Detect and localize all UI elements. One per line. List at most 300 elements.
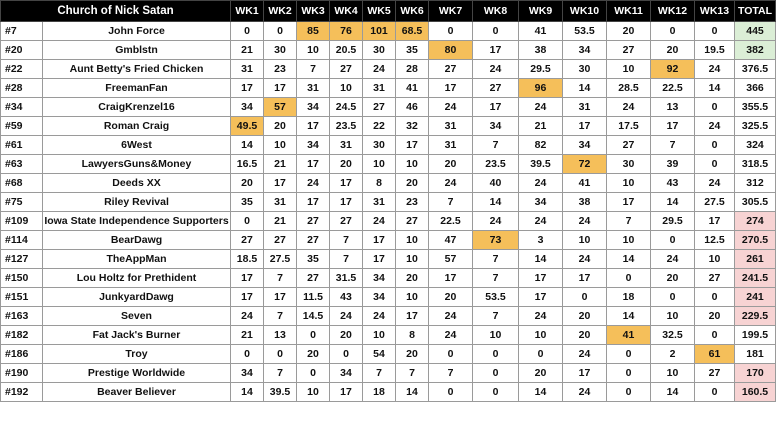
week-score-cell: 14 bbox=[607, 250, 651, 269]
week-score-cell: 34 bbox=[563, 41, 607, 60]
week-score-cell: 17 bbox=[429, 79, 473, 98]
week-score-cell: 35 bbox=[396, 41, 429, 60]
col-header: WK8 bbox=[473, 1, 519, 22]
week-score-cell: 14 bbox=[396, 383, 429, 402]
week-score-cell: 0 bbox=[563, 288, 607, 307]
team-name-cell: Aunt Betty's Fried Chicken bbox=[43, 60, 231, 79]
week-score-cell: 24 bbox=[563, 383, 607, 402]
week-score-cell: 27 bbox=[363, 98, 396, 117]
week-score-cell: 35 bbox=[231, 193, 264, 212]
team-name-cell: John Force bbox=[43, 22, 231, 41]
week-score-cell: 7 bbox=[363, 364, 396, 383]
week-score-cell: 0 bbox=[695, 22, 735, 41]
week-score-cell: 20 bbox=[519, 364, 563, 383]
week-score-cell: 31 bbox=[264, 193, 297, 212]
week-score-cell: 31 bbox=[363, 193, 396, 212]
week-score-cell: 54 bbox=[363, 345, 396, 364]
week-score-cell: 10 bbox=[396, 155, 429, 174]
team-name-cell: Roman Craig bbox=[43, 117, 231, 136]
week-score-cell: 24 bbox=[519, 307, 563, 326]
team-name-cell: Iowa State Independence Supporters bbox=[43, 212, 231, 231]
table-row bbox=[1, 345, 776, 364]
week-score-cell: 17 bbox=[330, 174, 363, 193]
week-score-cell: 10 bbox=[473, 326, 519, 345]
week-score-cell: 17 bbox=[519, 288, 563, 307]
week-score-cell: 2 bbox=[651, 345, 695, 364]
week-score-cell: 10 bbox=[297, 383, 330, 402]
week-score-cell: 23.5 bbox=[473, 155, 519, 174]
week-score-cell: 13 bbox=[264, 326, 297, 345]
week-score-cell: 14 bbox=[519, 250, 563, 269]
week-score-cell: 21 bbox=[264, 155, 297, 174]
week-score-cell: 24 bbox=[607, 98, 651, 117]
rank-cell: #20 bbox=[1, 41, 43, 60]
week-score-cell: 13 bbox=[651, 98, 695, 117]
week-score-cell: 29.5 bbox=[519, 60, 563, 79]
total-cell: 376.5 bbox=[735, 60, 776, 79]
week-score-cell: 20 bbox=[231, 174, 264, 193]
rank-cell: #68 bbox=[1, 174, 43, 193]
week-score-cell: 17 bbox=[363, 231, 396, 250]
week-score-cell: 20 bbox=[695, 307, 735, 326]
week-score-cell: 17 bbox=[519, 269, 563, 288]
week-score-cell: 14 bbox=[695, 79, 735, 98]
col-header: WK1 bbox=[231, 1, 264, 22]
week-score-cell: 30 bbox=[363, 41, 396, 60]
week-score-cell: 17 bbox=[695, 212, 735, 231]
table-row bbox=[1, 288, 776, 307]
week-score-cell: 27 bbox=[297, 212, 330, 231]
team-name-cell: FreemanFan bbox=[43, 79, 231, 98]
week-score-cell: 27 bbox=[231, 231, 264, 250]
week-score-cell: 27 bbox=[330, 60, 363, 79]
team-name-cell: Riley Revival bbox=[43, 193, 231, 212]
week-score-cell: 17 bbox=[264, 288, 297, 307]
total-cell: 170 bbox=[735, 364, 776, 383]
col-header: WK5 bbox=[363, 1, 396, 22]
rank-cell: #109 bbox=[1, 212, 43, 231]
col-header: WK4 bbox=[330, 1, 363, 22]
week-score-cell: 24 bbox=[231, 307, 264, 326]
week-score-cell: 0 bbox=[429, 383, 473, 402]
week-score-cell: 17 bbox=[396, 307, 429, 326]
week-score-cell: 7 bbox=[264, 364, 297, 383]
week-score-cell: 20 bbox=[396, 269, 429, 288]
week-score-cell: 14 bbox=[607, 307, 651, 326]
week-score-cell: 35 bbox=[297, 250, 330, 269]
week-score-cell: 30 bbox=[607, 155, 651, 174]
col-header: WK9 bbox=[519, 1, 563, 22]
rank-cell: #163 bbox=[1, 307, 43, 326]
week-score-cell: 82 bbox=[519, 136, 563, 155]
table-row bbox=[1, 212, 776, 231]
week-score-cell: 39 bbox=[651, 155, 695, 174]
week-score-cell: 14 bbox=[563, 79, 607, 98]
week-score-cell: 22.5 bbox=[429, 212, 473, 231]
week-score-cell: 17 bbox=[330, 193, 363, 212]
table-row bbox=[1, 383, 776, 402]
week-score-cell: 22 bbox=[363, 117, 396, 136]
week-score-cell: 14 bbox=[651, 193, 695, 212]
week-score-cell: 24 bbox=[695, 117, 735, 136]
table-row bbox=[1, 117, 776, 136]
week-score-cell: 34 bbox=[363, 269, 396, 288]
col-header: WK13 bbox=[695, 1, 735, 22]
table-row bbox=[1, 250, 776, 269]
team-name-cell: Fat Jack's Burner bbox=[43, 326, 231, 345]
week-score-cell: 24 bbox=[363, 307, 396, 326]
table-title: Church of Nick Satan bbox=[1, 1, 231, 22]
week-score-cell: 20 bbox=[396, 174, 429, 193]
week-score-cell: 34 bbox=[297, 136, 330, 155]
week-score-cell: 0 bbox=[264, 22, 297, 41]
week-score-cell: 24 bbox=[473, 60, 519, 79]
week-score-cell: 23.5 bbox=[330, 117, 363, 136]
week-score-cell: 76 bbox=[330, 22, 363, 41]
rank-cell: #186 bbox=[1, 345, 43, 364]
week-score-cell: 34 bbox=[297, 98, 330, 117]
rank-cell: #190 bbox=[1, 364, 43, 383]
week-score-cell: 23 bbox=[264, 60, 297, 79]
week-score-cell: 7 bbox=[429, 364, 473, 383]
week-score-cell: 10 bbox=[607, 60, 651, 79]
week-score-cell: 23 bbox=[396, 193, 429, 212]
table-row bbox=[1, 364, 776, 383]
week-score-cell: 47 bbox=[429, 231, 473, 250]
week-score-cell: 20 bbox=[429, 155, 473, 174]
week-score-cell: 20 bbox=[330, 155, 363, 174]
rank-cell: #114 bbox=[1, 231, 43, 250]
week-score-cell: 24 bbox=[695, 60, 735, 79]
week-score-cell: 27 bbox=[695, 269, 735, 288]
week-score-cell: 46 bbox=[396, 98, 429, 117]
week-score-cell: 17 bbox=[473, 41, 519, 60]
total-cell: 241 bbox=[735, 288, 776, 307]
week-score-cell: 14.5 bbox=[297, 307, 330, 326]
week-score-cell: 31 bbox=[330, 136, 363, 155]
week-score-cell: 0 bbox=[473, 22, 519, 41]
week-score-cell: 34 bbox=[519, 193, 563, 212]
col-header: WK10 bbox=[563, 1, 607, 22]
week-score-cell: 17 bbox=[473, 98, 519, 117]
team-name-cell: Beaver Believer bbox=[43, 383, 231, 402]
week-score-cell: 41 bbox=[396, 79, 429, 98]
week-score-cell: 0 bbox=[651, 231, 695, 250]
week-score-cell: 24 bbox=[563, 345, 607, 364]
week-score-cell: 85 bbox=[297, 22, 330, 41]
week-score-cell: 20 bbox=[330, 326, 363, 345]
week-score-cell: 7 bbox=[330, 231, 363, 250]
table-row bbox=[1, 269, 776, 288]
week-score-cell: 0 bbox=[607, 364, 651, 383]
table-row bbox=[1, 41, 776, 60]
week-score-cell: 32.5 bbox=[651, 326, 695, 345]
col-header-total: TOTAL bbox=[735, 1, 776, 22]
week-score-cell: 43 bbox=[651, 174, 695, 193]
week-score-cell: 10 bbox=[330, 79, 363, 98]
week-score-cell: 24 bbox=[563, 212, 607, 231]
week-score-cell: 17 bbox=[297, 117, 330, 136]
week-score-cell: 27 bbox=[264, 231, 297, 250]
week-score-cell: 8 bbox=[363, 174, 396, 193]
week-score-cell: 0 bbox=[429, 22, 473, 41]
total-cell: 270.5 bbox=[735, 231, 776, 250]
total-cell: 241.5 bbox=[735, 269, 776, 288]
total-cell: 305.5 bbox=[735, 193, 776, 212]
week-score-cell: 0 bbox=[330, 345, 363, 364]
table-row bbox=[1, 136, 776, 155]
week-score-cell: 20 bbox=[429, 288, 473, 307]
week-score-cell: 73 bbox=[473, 231, 519, 250]
rank-cell: #192 bbox=[1, 383, 43, 402]
week-score-cell: 61 bbox=[695, 345, 735, 364]
week-score-cell: 17 bbox=[231, 269, 264, 288]
week-score-cell: 24 bbox=[363, 212, 396, 231]
week-score-cell: 68.5 bbox=[396, 22, 429, 41]
week-score-cell: 10 bbox=[363, 155, 396, 174]
week-score-cell: 38 bbox=[563, 193, 607, 212]
week-score-cell: 21 bbox=[231, 41, 264, 60]
team-name-cell: LawyersGuns&Money bbox=[43, 155, 231, 174]
col-header: WK7 bbox=[429, 1, 473, 22]
week-score-cell: 27 bbox=[396, 212, 429, 231]
week-score-cell: 0 bbox=[695, 155, 735, 174]
week-score-cell: 21 bbox=[519, 117, 563, 136]
week-score-cell: 27 bbox=[297, 269, 330, 288]
week-score-cell: 0 bbox=[695, 136, 735, 155]
week-score-cell: 0 bbox=[429, 345, 473, 364]
week-score-cell: 7 bbox=[330, 250, 363, 269]
week-score-cell: 17.5 bbox=[607, 117, 651, 136]
total-cell: 318.5 bbox=[735, 155, 776, 174]
week-score-cell: 24 bbox=[429, 174, 473, 193]
total-cell: 181 bbox=[735, 345, 776, 364]
team-name-cell: TheAppMan bbox=[43, 250, 231, 269]
team-name-cell: Gmblstn bbox=[43, 41, 231, 60]
week-score-cell: 38 bbox=[519, 41, 563, 60]
week-score-cell: 0 bbox=[473, 383, 519, 402]
total-cell: 355.5 bbox=[735, 98, 776, 117]
team-name-cell: Troy bbox=[43, 345, 231, 364]
week-score-cell: 7 bbox=[473, 136, 519, 155]
week-score-cell: 17 bbox=[264, 174, 297, 193]
week-score-cell: 20 bbox=[607, 22, 651, 41]
team-name-cell: Deeds XX bbox=[43, 174, 231, 193]
week-score-cell: 24.5 bbox=[330, 98, 363, 117]
week-score-cell: 17 bbox=[297, 193, 330, 212]
week-score-cell: 10 bbox=[363, 326, 396, 345]
week-score-cell: 0 bbox=[695, 288, 735, 307]
week-score-cell: 0 bbox=[651, 22, 695, 41]
week-score-cell: 41 bbox=[563, 174, 607, 193]
week-score-cell: 27.5 bbox=[695, 193, 735, 212]
week-score-cell: 7 bbox=[473, 250, 519, 269]
week-score-cell: 0 bbox=[695, 98, 735, 117]
week-score-cell: 53.5 bbox=[563, 22, 607, 41]
total-cell: 382 bbox=[735, 41, 776, 60]
week-score-cell: 17 bbox=[607, 193, 651, 212]
week-score-cell: 57 bbox=[429, 250, 473, 269]
week-score-cell: 57 bbox=[264, 98, 297, 117]
week-score-cell: 40 bbox=[473, 174, 519, 193]
week-score-cell: 18.5 bbox=[231, 250, 264, 269]
total-cell: 445 bbox=[735, 22, 776, 41]
week-score-cell: 8 bbox=[396, 326, 429, 345]
week-score-cell: 27 bbox=[429, 60, 473, 79]
week-score-cell: 7 bbox=[473, 307, 519, 326]
col-header: WK2 bbox=[264, 1, 297, 22]
week-score-cell: 28 bbox=[396, 60, 429, 79]
total-cell: 160.5 bbox=[735, 383, 776, 402]
week-score-cell: 31 bbox=[231, 60, 264, 79]
week-score-cell: 80 bbox=[429, 41, 473, 60]
team-name-cell: 6West bbox=[43, 136, 231, 155]
table-row bbox=[1, 155, 776, 174]
week-score-cell: 17 bbox=[264, 79, 297, 98]
table-row bbox=[1, 193, 776, 212]
total-cell: 199.5 bbox=[735, 326, 776, 345]
week-score-cell: 0 bbox=[695, 326, 735, 345]
week-score-cell: 27.5 bbox=[264, 250, 297, 269]
week-score-cell: 28.5 bbox=[607, 79, 651, 98]
week-score-cell: 17 bbox=[363, 250, 396, 269]
team-name-cell: JunkyardDawg bbox=[43, 288, 231, 307]
week-score-cell: 34 bbox=[330, 364, 363, 383]
col-header: WK11 bbox=[607, 1, 651, 22]
week-score-cell: 7 bbox=[429, 193, 473, 212]
table-row bbox=[1, 326, 776, 345]
week-score-cell: 32 bbox=[396, 117, 429, 136]
rank-cell: #63 bbox=[1, 155, 43, 174]
week-score-cell: 39.5 bbox=[264, 383, 297, 402]
total-cell: 274 bbox=[735, 212, 776, 231]
week-score-cell: 14 bbox=[231, 136, 264, 155]
week-score-cell: 0 bbox=[231, 212, 264, 231]
week-score-cell: 34 bbox=[363, 288, 396, 307]
team-name-cell: BearDawg bbox=[43, 231, 231, 250]
week-score-cell: 10 bbox=[607, 231, 651, 250]
week-score-cell: 20 bbox=[651, 41, 695, 60]
week-score-cell: 17 bbox=[297, 155, 330, 174]
week-score-cell: 17 bbox=[231, 288, 264, 307]
week-score-cell: 31.5 bbox=[330, 269, 363, 288]
week-score-cell: 0 bbox=[607, 345, 651, 364]
week-score-cell: 34 bbox=[231, 98, 264, 117]
week-score-cell: 10 bbox=[396, 250, 429, 269]
header-row bbox=[1, 1, 776, 22]
week-score-cell: 92 bbox=[651, 60, 695, 79]
week-score-cell: 31 bbox=[363, 79, 396, 98]
week-score-cell: 14 bbox=[231, 383, 264, 402]
week-score-cell: 30 bbox=[363, 136, 396, 155]
rank-cell: #75 bbox=[1, 193, 43, 212]
week-score-cell: 17 bbox=[231, 79, 264, 98]
week-score-cell: 0 bbox=[231, 345, 264, 364]
week-score-cell: 29.5 bbox=[651, 212, 695, 231]
week-score-cell: 31 bbox=[429, 117, 473, 136]
week-score-cell: 20.5 bbox=[330, 41, 363, 60]
week-score-cell: 17 bbox=[563, 269, 607, 288]
rank-cell: #150 bbox=[1, 269, 43, 288]
week-score-cell: 17 bbox=[563, 364, 607, 383]
total-cell: 261 bbox=[735, 250, 776, 269]
rank-cell: #28 bbox=[1, 79, 43, 98]
week-score-cell: 96 bbox=[519, 79, 563, 98]
week-score-cell: 3 bbox=[519, 231, 563, 250]
week-score-cell: 0 bbox=[297, 326, 330, 345]
week-score-cell: 0 bbox=[695, 383, 735, 402]
week-score-cell: 10 bbox=[297, 41, 330, 60]
week-score-cell: 0 bbox=[231, 22, 264, 41]
week-score-cell: 11.5 bbox=[297, 288, 330, 307]
week-score-cell: 21 bbox=[264, 212, 297, 231]
week-score-cell: 14 bbox=[473, 193, 519, 212]
week-score-cell: 10 bbox=[651, 364, 695, 383]
week-score-cell: 24 bbox=[519, 212, 563, 231]
week-score-cell: 31 bbox=[297, 79, 330, 98]
week-score-cell: 31 bbox=[429, 136, 473, 155]
week-score-cell: 27 bbox=[607, 136, 651, 155]
week-score-cell: 27 bbox=[695, 364, 735, 383]
table-row bbox=[1, 174, 776, 193]
week-score-cell: 16.5 bbox=[231, 155, 264, 174]
week-score-cell: 24 bbox=[330, 307, 363, 326]
week-score-cell: 0 bbox=[473, 364, 519, 383]
table-row bbox=[1, 307, 776, 326]
total-cell: 312 bbox=[735, 174, 776, 193]
week-score-cell: 17 bbox=[330, 383, 363, 402]
week-score-cell: 30 bbox=[563, 60, 607, 79]
table-row bbox=[1, 79, 776, 98]
week-score-cell: 101 bbox=[363, 22, 396, 41]
week-score-cell: 0 bbox=[651, 288, 695, 307]
week-score-cell: 49.5 bbox=[231, 117, 264, 136]
week-score-cell: 7 bbox=[264, 307, 297, 326]
week-score-cell: 10 bbox=[695, 250, 735, 269]
week-score-cell: 7 bbox=[297, 60, 330, 79]
week-score-cell: 41 bbox=[519, 22, 563, 41]
week-score-cell: 7 bbox=[396, 364, 429, 383]
week-score-cell: 27 bbox=[473, 79, 519, 98]
week-score-cell: 10 bbox=[396, 231, 429, 250]
total-cell: 325.5 bbox=[735, 117, 776, 136]
table-body bbox=[1, 22, 776, 402]
week-score-cell: 10 bbox=[563, 231, 607, 250]
week-score-cell: 39.5 bbox=[519, 155, 563, 174]
week-score-cell: 24 bbox=[363, 60, 396, 79]
week-score-cell: 10 bbox=[396, 288, 429, 307]
week-score-cell: 18 bbox=[607, 288, 651, 307]
table-row bbox=[1, 231, 776, 250]
week-score-cell: 19.5 bbox=[695, 41, 735, 60]
rank-cell: #34 bbox=[1, 98, 43, 117]
week-score-cell: 0 bbox=[607, 383, 651, 402]
week-score-cell: 43 bbox=[330, 288, 363, 307]
week-score-cell: 17 bbox=[651, 117, 695, 136]
team-name-cell: Prestige Worldwide bbox=[43, 364, 231, 383]
week-score-cell: 0 bbox=[297, 364, 330, 383]
week-score-cell: 17 bbox=[429, 269, 473, 288]
rank-cell: #59 bbox=[1, 117, 43, 136]
week-score-cell: 0 bbox=[473, 345, 519, 364]
week-score-cell: 24 bbox=[519, 98, 563, 117]
week-score-cell: 7 bbox=[473, 269, 519, 288]
team-name-cell: Lou Holtz for Prethident bbox=[43, 269, 231, 288]
week-score-cell: 24 bbox=[563, 250, 607, 269]
week-score-cell: 20 bbox=[396, 345, 429, 364]
week-score-cell: 27 bbox=[297, 231, 330, 250]
week-score-cell: 24 bbox=[297, 174, 330, 193]
